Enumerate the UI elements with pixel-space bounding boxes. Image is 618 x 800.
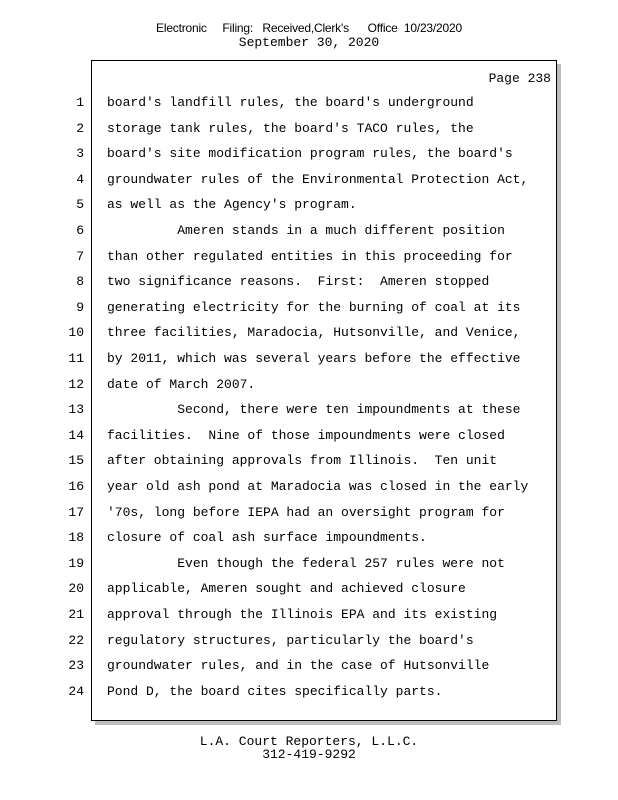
line-text: regulatory structures, particularly the board's [107, 632, 474, 648]
line-text: Second, there were ten impoundments at these [107, 402, 521, 418]
line-text: two significance reasons. First: Ameren stopped [107, 274, 490, 290]
line-text: Pond D, the board cites specifically parts. [107, 683, 443, 699]
transcript-line [0, 503, 618, 523]
transcript-line [0, 451, 618, 471]
line-text: Even though the federal 257 rules were not [107, 555, 505, 571]
transcript-line [0, 426, 618, 446]
line-number: 10 [68, 325, 84, 341]
line-text: three facilities, Maradocia, Hutsonville, and Venice, [107, 325, 521, 341]
line-number: 3 [76, 146, 84, 162]
line-text: applicable, Ameren sought and achieved closure [107, 581, 466, 597]
line-number: 8 [76, 274, 84, 290]
line-number: 20 [68, 581, 84, 597]
reporter-phone: 312-419-9292 [262, 747, 356, 762]
line-text: Ameren stands in a much different position [107, 223, 505, 238]
line-number: 18 [68, 530, 84, 546]
line-number: 21 [68, 607, 84, 622]
line-text: after obtaining approvals from Illinois. Ten unit [107, 453, 498, 469]
line-number: 5 [76, 197, 84, 213]
line-number: 12 [68, 376, 84, 392]
line-text: board's landfill rules, the board's underground [107, 95, 474, 110]
transcript-line [0, 682, 618, 702]
transcript-line [0, 247, 618, 267]
line-number: 17 [68, 504, 84, 520]
line-number: 4 [76, 171, 84, 187]
transcript-line [0, 195, 618, 215]
line-number: 6 [76, 223, 84, 238]
line-number: 24 [68, 683, 84, 699]
line-number: 23 [68, 658, 84, 674]
transcript-line [0, 93, 618, 113]
transcript-line [0, 554, 618, 574]
line-number: 1 [76, 95, 84, 110]
line-text: closure of coal ash surface impoundments. [107, 530, 427, 546]
line-text: generating electricity for the burning of coal at its [107, 299, 521, 315]
reporter-company: L.A. Court Reporters, L.L.C. [199, 734, 419, 749]
transcript-line [0, 400, 618, 420]
line-text: storage tank rules, the board's TACO rules, the [107, 120, 474, 136]
transcript-line [0, 477, 618, 497]
line-text: groundwater rules of the Environmental Protection Act, [107, 171, 529, 187]
line-number: 11 [68, 351, 84, 366]
transcript-line [0, 656, 618, 676]
line-text: approval through the Illinois EPA and its existing [107, 607, 498, 622]
line-text: year old ash pond at Maradocia was closed in the early [107, 479, 529, 494]
transcript-line [0, 221, 618, 241]
line-number: 14 [68, 427, 84, 443]
transcript-line [0, 631, 618, 651]
transcript-line [0, 323, 618, 343]
line-number: 19 [68, 555, 84, 571]
hearing-date: September 30, 2020 [238, 35, 380, 50]
transcript-line [0, 119, 618, 139]
transcript-line [0, 579, 618, 599]
line-number: 15 [68, 453, 84, 469]
transcript-line [0, 605, 618, 625]
line-number: 2 [76, 120, 84, 136]
line-text: by 2011, which was several years before the effective [107, 351, 521, 366]
page-number: Page 238 [488, 71, 551, 86]
transcript-line [0, 144, 618, 164]
line-text: board's site modification program rules, the board's [107, 146, 513, 162]
transcript-line [0, 298, 618, 318]
line-number: 7 [76, 248, 84, 264]
line-text: groundwater rules, and in the case of Hutsonville [107, 658, 490, 674]
line-number: 22 [68, 632, 84, 648]
line-text: date of March 2007. [107, 376, 256, 392]
transcript-line [0, 375, 618, 395]
transcript-line [0, 349, 618, 369]
transcript-line [0, 170, 618, 190]
line-number: 13 [68, 402, 84, 418]
line-text: than other regulated entities in this proceeding for [107, 248, 513, 264]
line-text: facilities. Nine of those impoundments were closed [107, 427, 505, 443]
line-text: '70s, long before IEPA had an oversight program for [107, 504, 505, 520]
line-text: as well as the Agency's program. [107, 197, 357, 213]
filing-stamp: Electronic Filing: Received,Clerk's Office 10/23/2020 [156, 21, 462, 35]
transcript-line [0, 272, 618, 292]
line-number: 9 [76, 299, 84, 315]
transcript-line [0, 528, 618, 548]
line-number: 16 [68, 479, 84, 494]
